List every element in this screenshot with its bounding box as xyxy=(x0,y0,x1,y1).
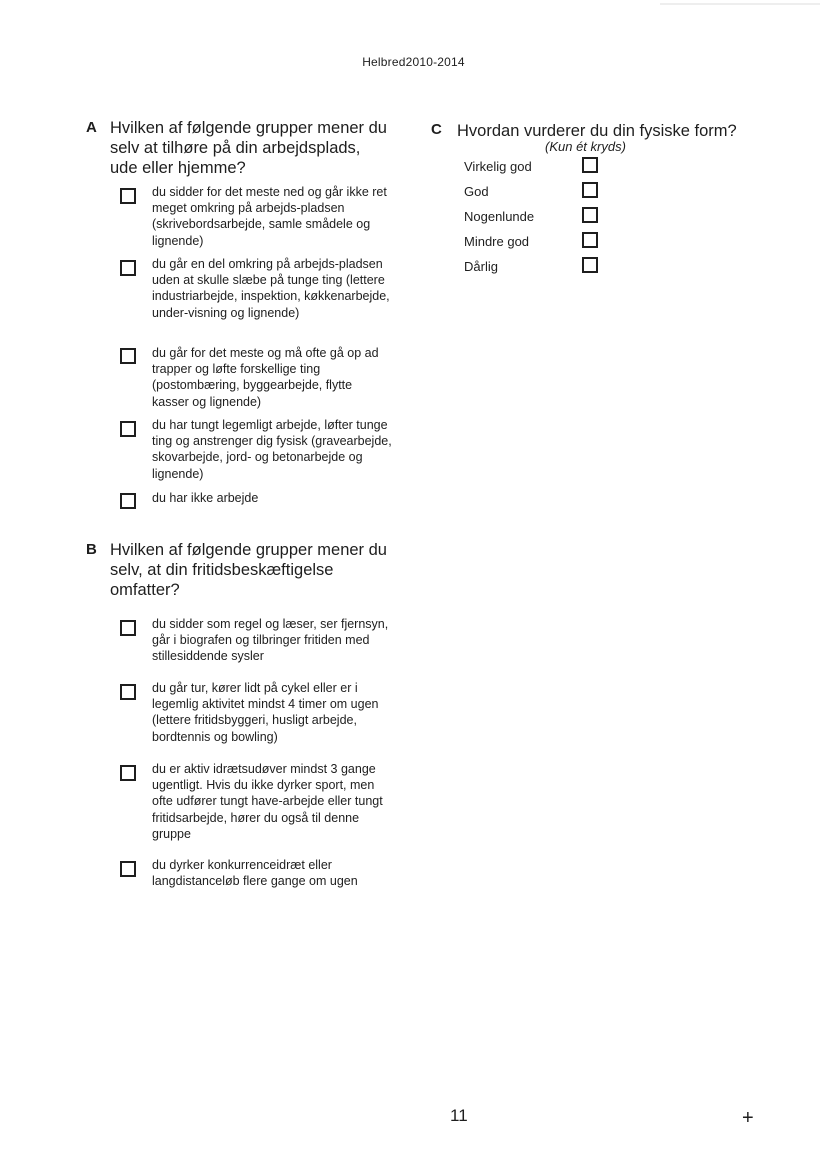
question-c-option-5-label: Dårlig xyxy=(464,259,498,274)
question-c-option-4-checkbox[interactable] xyxy=(582,232,598,248)
question-a-option-1-label: du sidder for det meste ned og går ikke ret meget omkring på arbejds-pladsen (skrivebordsarbejde, samle smådele og lignende) xyxy=(152,185,387,248)
question-a-option-2-checkbox[interactable] xyxy=(120,260,136,276)
question-a-option-2-label: du går en del omkring på arbejds-pladsen uden at skulle slæbe på tunge ting (lettere industriarbejde, inspektion, køkkenarbejde, under-visning og lignende) xyxy=(152,257,390,320)
question-c-option-3-checkbox[interactable] xyxy=(582,207,598,223)
question-c-option-1-label: Virkelig god xyxy=(464,159,532,174)
question-a-option-5-checkbox[interactable] xyxy=(120,493,136,509)
page-header: Helbred2010-2014 xyxy=(362,55,465,69)
question-a-title: Hvilken af følgende grupper mener du selv at tilhøre på din arbejdsplads, ude eller hjemme? xyxy=(110,119,387,177)
question-c-option-1-checkbox[interactable] xyxy=(582,157,598,173)
question-c-option-3-label: Nogenlunde xyxy=(464,209,535,224)
scan-mark xyxy=(660,3,820,5)
question-b-option-3-checkbox[interactable] xyxy=(120,765,136,781)
question-a-letter: A xyxy=(86,119,97,136)
question-b-letter: B xyxy=(86,541,97,558)
question-a-option-3-checkbox[interactable] xyxy=(120,348,136,364)
question-c-option-2-label: God xyxy=(464,184,489,199)
question-b-option-2-checkbox[interactable] xyxy=(120,684,136,700)
question-a-option-4-label: du har tungt legemligt arbejde, løfter tunge ting og anstrenger dig fysisk (gravearbejde, skovarbejde, jord- og betonarbejde og lignende) xyxy=(152,418,392,481)
question-b-option-1-label: du sidder som regel og læser, ser fjernsyn, går i biografen og tilbringer fritiden med stillesiddende sysler xyxy=(152,617,389,664)
question-c-option-4-label: Mindre god xyxy=(464,234,530,249)
question-c-instruction: (Kun ét kryds) xyxy=(545,139,626,154)
question-b-option-1-checkbox[interactable] xyxy=(120,620,136,636)
question-a-option-1-checkbox[interactable] xyxy=(120,188,136,204)
question-a-option-5-label: du har ikke arbejde xyxy=(152,491,259,505)
page-number: 11 xyxy=(450,1106,468,1125)
question-c-title: Hvordan vurderer du din fysiske form? xyxy=(457,122,737,140)
question-b-option-3-label: du er aktiv idrætsudøver mindst 3 gange ugentligt. Hvis du ikke dyrker sport, men ofte udfører tungt have-arbejde eller tungt fritidsarbejde, hører du også til denne gruppe xyxy=(152,762,383,841)
question-a-option-4-checkbox[interactable] xyxy=(120,421,136,437)
question-b-option-4-label: du dyrker konkurrenceidræt eller langdistanceløb flere gange om ugen xyxy=(152,858,358,889)
question-b-title: Hvilken af følgende grupper mener du selv, at din fritidsbeskæftigelse omfatter? xyxy=(110,541,387,599)
registration-mark: + xyxy=(742,1107,754,1129)
question-b-option-4-checkbox[interactable] xyxy=(120,861,136,877)
question-c-option-5-checkbox[interactable] xyxy=(582,257,598,273)
question-a-option-3-label: du går for det meste og må ofte gå op ad trapper og løfte forskellige ting (postombæring, byggearbejde, flytte kasser og lignende) xyxy=(152,346,379,409)
question-c-option-2-checkbox[interactable] xyxy=(582,182,598,198)
question-c-letter: C xyxy=(431,121,442,138)
question-b-option-2-label: du går tur, kører lidt på cykel eller er i legemlig aktivitet mindst 4 timer om ugen (lettere fritidsbyggeri, husligt arbejde, bordtennis og bowling) xyxy=(152,681,379,744)
